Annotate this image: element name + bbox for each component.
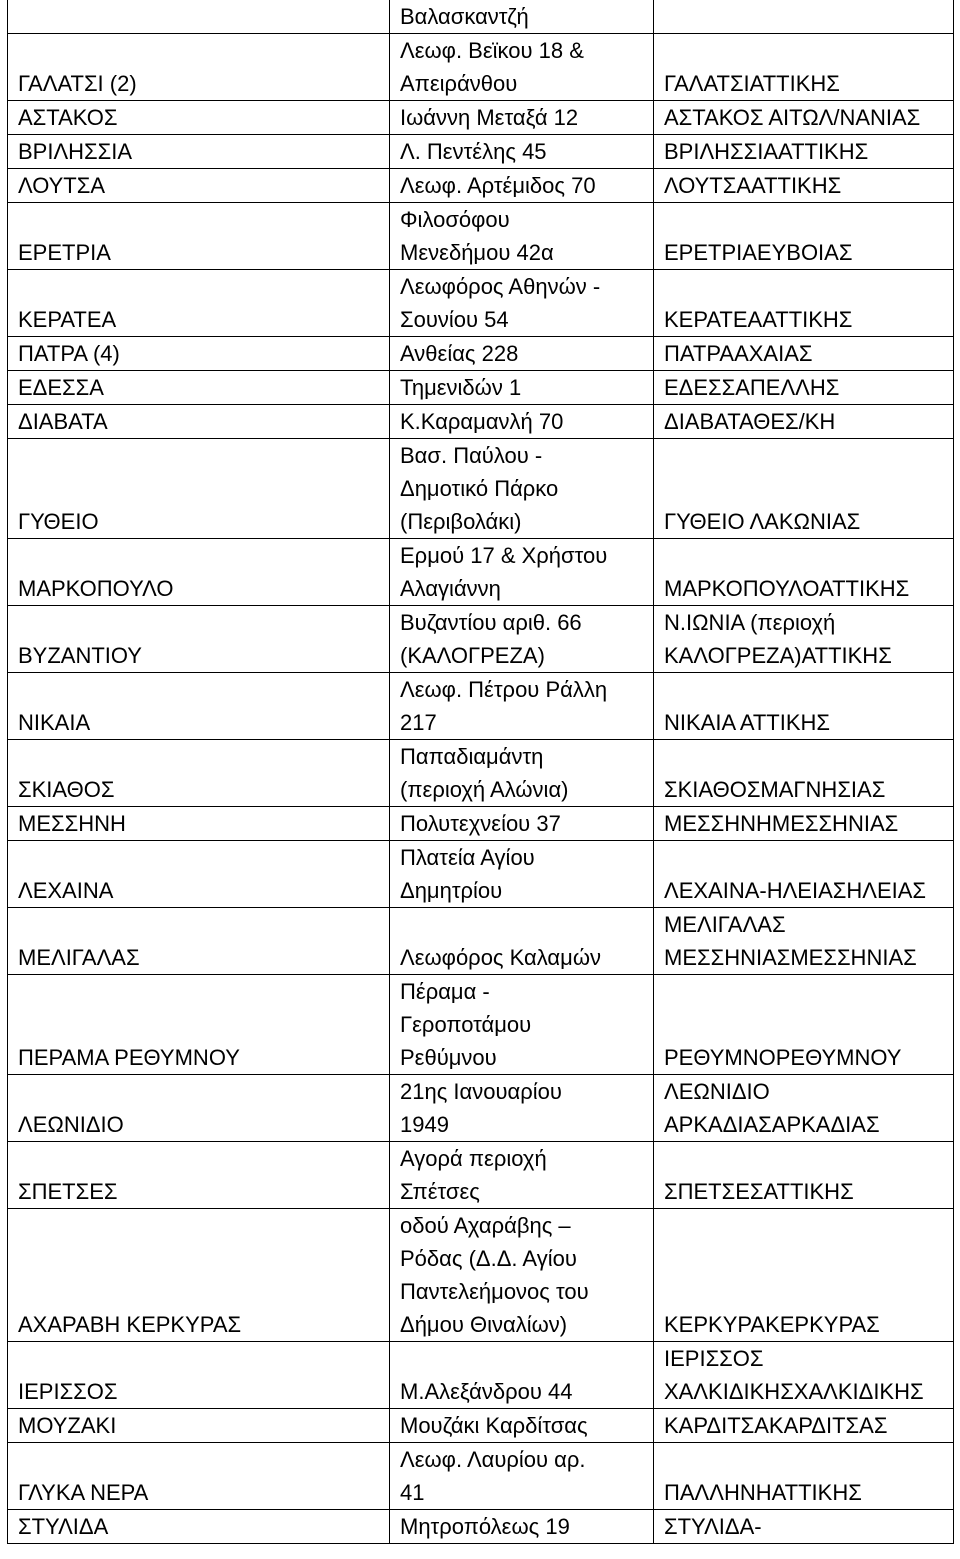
city-cell: ΔΙΑΒΑΤΑ — [8, 405, 390, 439]
table-body — [8, 0, 954, 1544]
city-cell: ΛΕΩΝΙΔΙΟ — [8, 1075, 390, 1142]
city-cell: ΑΣΤΑΚΟΣ — [8, 101, 390, 135]
table-row — [8, 1209, 954, 1342]
address-cell: Λεωφ. Βεϊκου 18 & Απειράνθου — [390, 34, 654, 101]
table-row — [8, 337, 954, 371]
table-row — [8, 1409, 954, 1443]
address-cell: Πλατεία Αγίου Δημητρίου — [390, 841, 654, 908]
area-cell: ΣΠΕΤΣΕΣΑΤΤΙΚΗΣ — [654, 1142, 954, 1209]
area-cell: ΒΡΙΛΗΣΣΙΑΑΤΤΙΚΗΣ — [654, 135, 954, 169]
city-cell: ΜΟΥΖΑΚΙ — [8, 1409, 390, 1443]
table-row — [8, 1142, 954, 1209]
area-cell: ΜΕΛΙΓΑΛΑΣ ΜΕΣΣΗΝΙΑΣΜΕΣΣΗΝΙΑΣ — [654, 908, 954, 975]
table-row — [8, 0, 954, 34]
table-row — [8, 841, 954, 908]
address-cell: Λεωφ. Αρτέμιδος 70 — [390, 169, 654, 203]
address-cell: Φιλοσόφου Μενεδήμου 42α — [390, 203, 654, 270]
city-cell: ΕΔΕΣΣΑ — [8, 371, 390, 405]
table-row — [8, 1510, 954, 1544]
address-cell: Βυζαντίου αριθ. 66 (ΚΑΛΟΓΡΕΖΑ) — [390, 606, 654, 673]
table-row — [8, 606, 954, 673]
address-cell: οδού Αχαράβης – Ρόδας (Δ.Δ. Αγίου Παντελεήμονος του Δήμου Θιναλίων) — [390, 1209, 654, 1342]
city-cell: ΠΑΤΡΑ (4) — [8, 337, 390, 371]
address-cell: Παπαδιαμάντη (περιοχή Αλώνια) — [390, 740, 654, 807]
area-cell: ΙΕΡΙΣΣΟΣ ΧΑΛΚΙΔΙΚΗΣΧΑΛΚΙΔΙΚΗΣ — [654, 1342, 954, 1409]
table-row — [8, 539, 954, 606]
table-row — [8, 371, 954, 405]
area-cell: ΠΑΛΛΗΝΗΑΤΤΙΚΗΣ — [654, 1443, 954, 1510]
city-cell: ΣΠΕΤΣΕΣ — [8, 1142, 390, 1209]
table-row — [8, 203, 954, 270]
table-row — [8, 135, 954, 169]
city-cell: ΚΕΡΑΤΕΑ — [8, 270, 390, 337]
table-row — [8, 1075, 954, 1142]
address-cell: 21ης Ιανουαρίου 1949 — [390, 1075, 654, 1142]
city-cell: ΙΕΡΙΣΣΟΣ — [8, 1342, 390, 1409]
city-cell: ΛΕΧΑΙΝΑ — [8, 841, 390, 908]
area-cell: ΑΣΤΑΚΟΣ ΑΙΤΩΛ/ΝΑΝΙΑΣ — [654, 101, 954, 135]
city-cell — [8, 0, 390, 34]
area-cell: Ν.ΙΩΝΙΑ (περιοχή ΚΑΛΟΓΡΕΖΑ)ΑΤΤΙΚΗΣ — [654, 606, 954, 673]
city-cell: ΠΕΡΑΜΑ ΡΕΘΥΜΝΟΥ — [8, 975, 390, 1075]
table-row — [8, 1443, 954, 1510]
table-row — [8, 169, 954, 203]
city-cell: ΓΥΘΕΙΟ — [8, 439, 390, 539]
address-cell: Ερμού 17 & Χρήστου Αλαγιάννη — [390, 539, 654, 606]
address-cell: Τημενιδών 1 — [390, 371, 654, 405]
address-cell: Βασ. Παύλου - Δημοτικό Πάρκο (Περιβολάκι) — [390, 439, 654, 539]
address-cell: Βαλασκαντζή — [390, 0, 654, 34]
city-cell: ΕΡΕΤΡΙΑ — [8, 203, 390, 270]
area-cell: ΡΕΘΥΜΝΟΡΕΘΥΜΝΟΥ — [654, 975, 954, 1075]
table-row — [8, 1342, 954, 1409]
address-cell: Λεωφ. Πέτρου Ράλλη 217 — [390, 673, 654, 740]
table-row — [8, 740, 954, 807]
address-cell: Πολυτεχνείου 37 — [390, 807, 654, 841]
address-cell: Λεωφόρος Καλαμών — [390, 908, 654, 975]
address-cell: Λ. Πεντέλης 45 — [390, 135, 654, 169]
area-cell: ΛΕΩΝΙΔΙΟ ΑΡΚΑΔΙΑΣΑΡΚΑΔΙΑΣ — [654, 1075, 954, 1142]
area-cell: ΔΙΑΒΑΤΑΘΕΣ/ΚΗ — [654, 405, 954, 439]
area-cell: ΜΑΡΚΟΠΟΥΛΟΑΤΤΙΚΗΣ — [654, 539, 954, 606]
address-cell: Ιωάννη Μεταξά 12 — [390, 101, 654, 135]
table-row — [8, 34, 954, 101]
area-cell: ΣΚΙΑΘΟΣΜΑΓΝΗΣΙΑΣ — [654, 740, 954, 807]
table-row — [8, 101, 954, 135]
area-cell: ΜΕΣΣΗΝΗΜΕΣΣΗΝΙΑΣ — [654, 807, 954, 841]
address-cell: Λεωφ. Λαυρίου αρ. 41 — [390, 1443, 654, 1510]
city-cell: ΣΤΥΛΙΔΑ — [8, 1510, 390, 1544]
city-cell: ΒΥΖΑΝΤΙΟΥ — [8, 606, 390, 673]
area-cell: ΕΔΕΣΣΑΠΕΛΛΗΣ — [654, 371, 954, 405]
stores-table — [7, 0, 954, 1544]
address-cell: Μουζάκι Καρδίτσας — [390, 1409, 654, 1443]
area-cell: ΚΕΡΚΥΡΑΚΕΡΚΥΡΑΣ — [654, 1209, 954, 1342]
city-cell: ΣΚΙΑΘΟΣ — [8, 740, 390, 807]
address-cell: Αγορά περιοχή Σπέτσες — [390, 1142, 654, 1209]
area-cell: ΣΤΥΛΙΔΑ- — [654, 1510, 954, 1544]
table-row — [8, 405, 954, 439]
area-cell: ΛΕΧΑΙΝΑ-ΗΛΕΙΑΣΗΛΕΙΑΣ — [654, 841, 954, 908]
table-row — [8, 807, 954, 841]
table-row — [8, 975, 954, 1075]
area-cell: ΠΑΤΡΑΑΧΑΙΑΣ — [654, 337, 954, 371]
table-row — [8, 673, 954, 740]
city-cell: ΜΕΛΙΓΑΛΑΣ — [8, 908, 390, 975]
address-cell: Μητροπόλεως 19 — [390, 1510, 654, 1544]
city-cell: ΛΟΥΤΣΑ — [8, 169, 390, 203]
table-row — [8, 908, 954, 975]
area-cell: ΚΕΡΑΤΕΑΑΤΤΙΚΗΣ — [654, 270, 954, 337]
city-cell: ΒΡΙΛΗΣΣΙΑ — [8, 135, 390, 169]
city-cell: ΜΕΣΣΗΝΗ — [8, 807, 390, 841]
city-cell: ΓΑΛΑΤΣΙ (2) — [8, 34, 390, 101]
city-cell: ΜΑΡΚΟΠΟΥΛΟ — [8, 539, 390, 606]
table-row — [8, 439, 954, 539]
address-cell: Ανθείας 228 — [390, 337, 654, 371]
area-cell: ΛΟΥΤΣΑΑΤΤΙΚΗΣ — [654, 169, 954, 203]
city-cell: ΑΧΑΡΑΒΗ ΚΕΡΚΥΡΑΣ — [8, 1209, 390, 1342]
address-cell: Κ.Καραμανλή 70 — [390, 405, 654, 439]
area-cell: ΓΑΛΑΤΣΙΑΤΤΙΚΗΣ — [654, 34, 954, 101]
area-cell: ΚΑΡΔΙΤΣΑΚΑΡΔΙΤΣΑΣ — [654, 1409, 954, 1443]
area-cell: ΝΙΚΑΙΑ ΑΤΤΙΚΗΣ — [654, 673, 954, 740]
city-cell: ΓΛΥΚΑ ΝΕΡΑ — [8, 1443, 390, 1510]
area-cell — [654, 0, 954, 34]
address-cell: Λεωφόρος Αθηνών - Σουνίου 54 — [390, 270, 654, 337]
area-cell: ΕΡΕΤΡΙΑΕΥΒΟΙΑΣ — [654, 203, 954, 270]
address-cell: Μ.Αλεξάνδρου 44 — [390, 1342, 654, 1409]
area-cell: ΓΥΘΕΙΟ ΛΑΚΩΝΙΑΣ — [654, 439, 954, 539]
address-cell: Πέραμα - Γεροποτάμου Ρεθύμνου — [390, 975, 654, 1075]
city-cell: ΝΙΚΑΙΑ — [8, 673, 390, 740]
table-row — [8, 270, 954, 337]
